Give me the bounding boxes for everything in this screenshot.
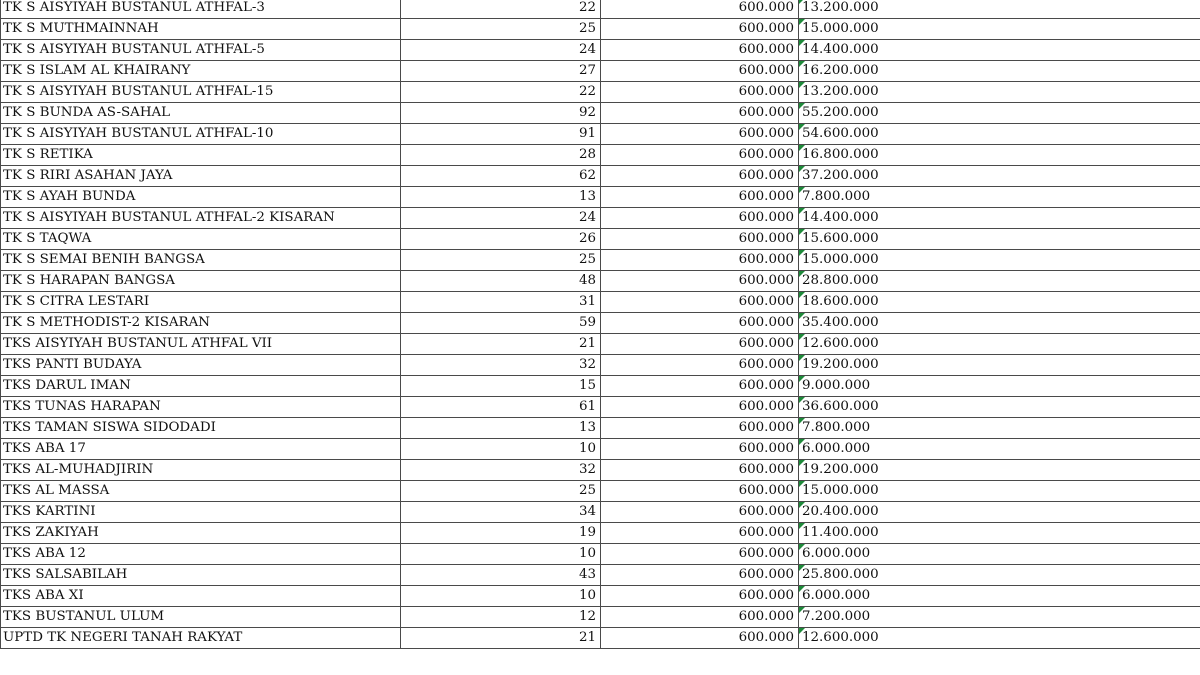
student-count-cell[interactable]: 48 [401, 271, 601, 292]
table-row[interactable] [1, 145, 1200, 166]
student-count-cell[interactable]: 24 [401, 40, 601, 61]
table-row[interactable] [1, 313, 1200, 334]
table-row[interactable] [1, 523, 1200, 544]
school-name-cell[interactable]: TKS TUNAS HARAPAN [1, 397, 401, 418]
school-name-cell[interactable]: TKS BUSTANUL ULUM [1, 607, 401, 628]
unit-amount-cell[interactable]: 600.000 [601, 418, 799, 439]
total-amount-cell[interactable]: 14.400.000 [799, 40, 1200, 61]
total-amount-cell[interactable]: 15.000.000 [799, 19, 1200, 40]
total-amount-cell[interactable]: 13.200.000 [799, 82, 1200, 103]
student-count-cell[interactable]: 26 [401, 229, 601, 250]
total-amount-cell[interactable]: 7.800.000 [799, 187, 1200, 208]
table-row[interactable] [1, 61, 1200, 82]
unit-amount-cell[interactable]: 600.000 [601, 187, 799, 208]
unit-amount-cell[interactable]: 600.000 [601, 82, 799, 103]
total-amount-cell[interactable]: 15.000.000 [799, 250, 1200, 271]
unit-amount-cell[interactable]: 600.000 [601, 145, 799, 166]
student-count-cell[interactable]: 32 [401, 355, 601, 376]
table-row[interactable] [1, 103, 1200, 124]
school-name-cell[interactable]: TK S AISYIYAH BUSTANUL ATHFAL-3 [1, 0, 401, 19]
student-count-cell[interactable]: 22 [401, 82, 601, 103]
student-count-cell[interactable]: 13 [401, 187, 601, 208]
student-count-cell[interactable]: 25 [401, 19, 601, 40]
unit-amount-cell[interactable]: 600.000 [601, 19, 799, 40]
total-amount-cell[interactable]: 7.200.000 [799, 607, 1200, 628]
student-count-cell[interactable]: 32 [401, 460, 601, 481]
school-name-cell[interactable]: TKS AL-MUHADJIRIN [1, 460, 401, 481]
total-amount-cell[interactable]: 6.000.000 [799, 544, 1200, 565]
table-row[interactable] [1, 229, 1200, 250]
student-count-cell[interactable]: 22 [401, 0, 601, 19]
unit-amount-cell[interactable]: 600.000 [601, 481, 799, 502]
school-name-cell[interactable]: TKS DARUL IMAN [1, 376, 401, 397]
school-name-cell[interactable]: TK S RETIKA [1, 145, 401, 166]
school-name-cell[interactable]: TK S TAQWA [1, 229, 401, 250]
table-row[interactable] [1, 19, 1200, 40]
table-row[interactable] [1, 271, 1200, 292]
total-amount-cell[interactable]: 6.000.000 [799, 439, 1200, 460]
unit-amount-cell[interactable]: 600.000 [601, 292, 799, 313]
unit-amount-cell[interactable]: 600.000 [601, 250, 799, 271]
total-amount-cell[interactable]: 16.200.000 [799, 61, 1200, 82]
unit-amount-cell[interactable]: 600.000 [601, 355, 799, 376]
total-amount-cell[interactable]: 18.600.000 [799, 292, 1200, 313]
unit-amount-cell[interactable]: 600.000 [601, 628, 799, 649]
student-count-cell[interactable]: 43 [401, 565, 601, 586]
student-count-cell[interactable]: 28 [401, 145, 601, 166]
student-count-cell[interactable]: 25 [401, 481, 601, 502]
total-amount-cell[interactable]: 15.000.000 [799, 481, 1200, 502]
total-amount-cell[interactable]: 15.600.000 [799, 229, 1200, 250]
school-name-cell[interactable]: TKS PANTI BUDAYA [1, 355, 401, 376]
student-count-cell[interactable]: 13 [401, 418, 601, 439]
school-name-cell[interactable]: TK S AISYIYAH BUSTANUL ATHFAL-5 [1, 40, 401, 61]
student-count-cell[interactable]: 10 [401, 544, 601, 565]
table-row[interactable] [1, 607, 1200, 628]
school-name-cell[interactable]: TK S BUNDA AS-SAHAL [1, 103, 401, 124]
student-count-cell[interactable]: 59 [401, 313, 601, 334]
student-count-cell[interactable]: 92 [401, 103, 601, 124]
school-name-cell[interactable]: TK S METHODIST-2 KISARAN [1, 313, 401, 334]
unit-amount-cell[interactable]: 600.000 [601, 586, 799, 607]
student-count-cell[interactable]: 19 [401, 523, 601, 544]
school-name-cell[interactable]: TKS KARTINI [1, 502, 401, 523]
school-name-cell[interactable]: TK S CITRA LESTARI [1, 292, 401, 313]
table-row[interactable] [1, 82, 1200, 103]
unit-amount-cell[interactable]: 600.000 [601, 460, 799, 481]
total-amount-cell[interactable]: 9.000.000 [799, 376, 1200, 397]
school-name-cell[interactable]: TK S AISYIYAH BUSTANUL ATHFAL-15 [1, 82, 401, 103]
school-name-cell[interactable]: TK S HARAPAN BANGSA [1, 271, 401, 292]
student-count-cell[interactable]: 61 [401, 397, 601, 418]
student-count-cell[interactable]: 10 [401, 439, 601, 460]
student-count-cell[interactable]: 62 [401, 166, 601, 187]
table-row[interactable] [1, 40, 1200, 61]
student-count-cell[interactable]: 12 [401, 607, 601, 628]
table-row[interactable] [1, 250, 1200, 271]
table-row[interactable] [1, 376, 1200, 397]
total-amount-cell[interactable]: 6.000.000 [799, 586, 1200, 607]
school-name-cell[interactable]: TKS ABA XI [1, 586, 401, 607]
table-row[interactable] [1, 208, 1200, 229]
school-name-cell[interactable]: TK S AISYIYAH BUSTANUL ATHFAL-2 KISARAN [1, 208, 401, 229]
school-name-cell[interactable]: UPTD TK NEGERI TANAH RAKYAT [1, 628, 401, 649]
school-name-cell[interactable]: TK S AYAH BUNDA [1, 187, 401, 208]
total-amount-cell[interactable]: 19.200.000 [799, 355, 1200, 376]
total-amount-cell[interactable]: 7.800.000 [799, 418, 1200, 439]
school-name-cell[interactable]: TKS ABA 12 [1, 544, 401, 565]
unit-amount-cell[interactable]: 600.000 [601, 334, 799, 355]
unit-amount-cell[interactable]: 600.000 [601, 565, 799, 586]
table-row[interactable] [1, 628, 1200, 649]
unit-amount-cell[interactable]: 600.000 [601, 313, 799, 334]
student-count-cell[interactable]: 24 [401, 208, 601, 229]
unit-amount-cell[interactable]: 600.000 [601, 376, 799, 397]
unit-amount-cell[interactable]: 600.000 [601, 523, 799, 544]
school-name-cell[interactable]: TKS ZAKIYAH [1, 523, 401, 544]
student-count-cell[interactable]: 21 [401, 334, 601, 355]
total-amount-cell[interactable]: 12.600.000 [799, 334, 1200, 355]
total-amount-cell[interactable]: 55.200.000 [799, 103, 1200, 124]
unit-amount-cell[interactable]: 600.000 [601, 166, 799, 187]
student-count-cell[interactable]: 10 [401, 586, 601, 607]
unit-amount-cell[interactable]: 600.000 [601, 502, 799, 523]
total-amount-cell[interactable]: 13.200.000 [799, 0, 1200, 19]
total-amount-cell[interactable]: 28.800.000 [799, 271, 1200, 292]
school-name-cell[interactable]: TKS AL MASSA [1, 481, 401, 502]
unit-amount-cell[interactable]: 600.000 [601, 0, 799, 19]
school-name-cell[interactable]: TKS SALSABILAH [1, 565, 401, 586]
total-amount-cell[interactable]: 54.600.000 [799, 124, 1200, 145]
unit-amount-cell[interactable]: 600.000 [601, 607, 799, 628]
table-row[interactable] [1, 565, 1200, 586]
unit-amount-cell[interactable]: 600.000 [601, 229, 799, 250]
school-name-cell[interactable]: TK S SEMAI BENIH BANGSA [1, 250, 401, 271]
school-name-cell[interactable]: TKS TAMAN SISWA SIDODADI [1, 418, 401, 439]
table-row[interactable] [1, 439, 1200, 460]
table-row[interactable] [1, 397, 1200, 418]
table-row[interactable] [1, 292, 1200, 313]
table-row[interactable] [1, 481, 1200, 502]
unit-amount-cell[interactable]: 600.000 [601, 61, 799, 82]
school-name-cell[interactable]: TKS ABA 17 [1, 439, 401, 460]
school-name-cell[interactable]: TK S RIRI ASAHAN JAYA [1, 166, 401, 187]
unit-amount-cell[interactable]: 600.000 [601, 124, 799, 145]
table-row[interactable] [1, 166, 1200, 187]
spreadsheet-body [1, 0, 1200, 649]
unit-amount-cell[interactable]: 600.000 [601, 544, 799, 565]
table-row[interactable] [1, 418, 1200, 439]
unit-amount-cell[interactable]: 600.000 [601, 208, 799, 229]
total-amount-cell[interactable]: 11.400.000 [799, 523, 1200, 544]
table-row[interactable] [1, 502, 1200, 523]
total-amount-cell[interactable]: 20.400.000 [799, 502, 1200, 523]
total-amount-cell[interactable]: 35.400.000 [799, 313, 1200, 334]
student-count-cell[interactable]: 27 [401, 61, 601, 82]
total-amount-cell[interactable]: 19.200.000 [799, 460, 1200, 481]
table-row[interactable] [1, 0, 1200, 19]
student-count-cell[interactable]: 21 [401, 628, 601, 649]
student-count-cell[interactable]: 31 [401, 292, 601, 313]
student-count-cell[interactable]: 91 [401, 124, 601, 145]
unit-amount-cell[interactable]: 600.000 [601, 439, 799, 460]
unit-amount-cell[interactable]: 600.000 [601, 40, 799, 61]
table-row[interactable] [1, 355, 1200, 376]
total-amount-cell[interactable]: 25.800.000 [799, 565, 1200, 586]
table-row[interactable] [1, 187, 1200, 208]
school-name-cell[interactable]: TKS AISYIYAH BUSTANUL ATHFAL VII [1, 334, 401, 355]
table-row[interactable] [1, 124, 1200, 145]
table-row[interactable] [1, 586, 1200, 607]
total-amount-cell[interactable]: 37.200.000 [799, 166, 1200, 187]
unit-amount-cell[interactable]: 600.000 [601, 397, 799, 418]
student-count-cell[interactable]: 34 [401, 502, 601, 523]
total-amount-cell[interactable]: 16.800.000 [799, 145, 1200, 166]
total-amount-cell[interactable]: 36.600.000 [799, 397, 1200, 418]
school-name-cell[interactable]: TK S ISLAM AL KHAIRANY [1, 61, 401, 82]
unit-amount-cell[interactable]: 600.000 [601, 103, 799, 124]
table-row[interactable] [1, 334, 1200, 355]
unit-amount-cell[interactable]: 600.000 [601, 271, 799, 292]
total-amount-cell[interactable]: 12.600.000 [799, 628, 1200, 649]
school-name-cell[interactable]: TK S AISYIYAH BUSTANUL ATHFAL-10 [1, 124, 401, 145]
table-row[interactable] [1, 544, 1200, 565]
student-count-cell[interactable]: 15 [401, 376, 601, 397]
student-count-cell[interactable]: 25 [401, 250, 601, 271]
table-row[interactable] [1, 460, 1200, 481]
total-amount-cell[interactable]: 14.400.000 [799, 208, 1200, 229]
school-name-cell[interactable]: TK S MUTHMAINNAH [1, 19, 401, 40]
